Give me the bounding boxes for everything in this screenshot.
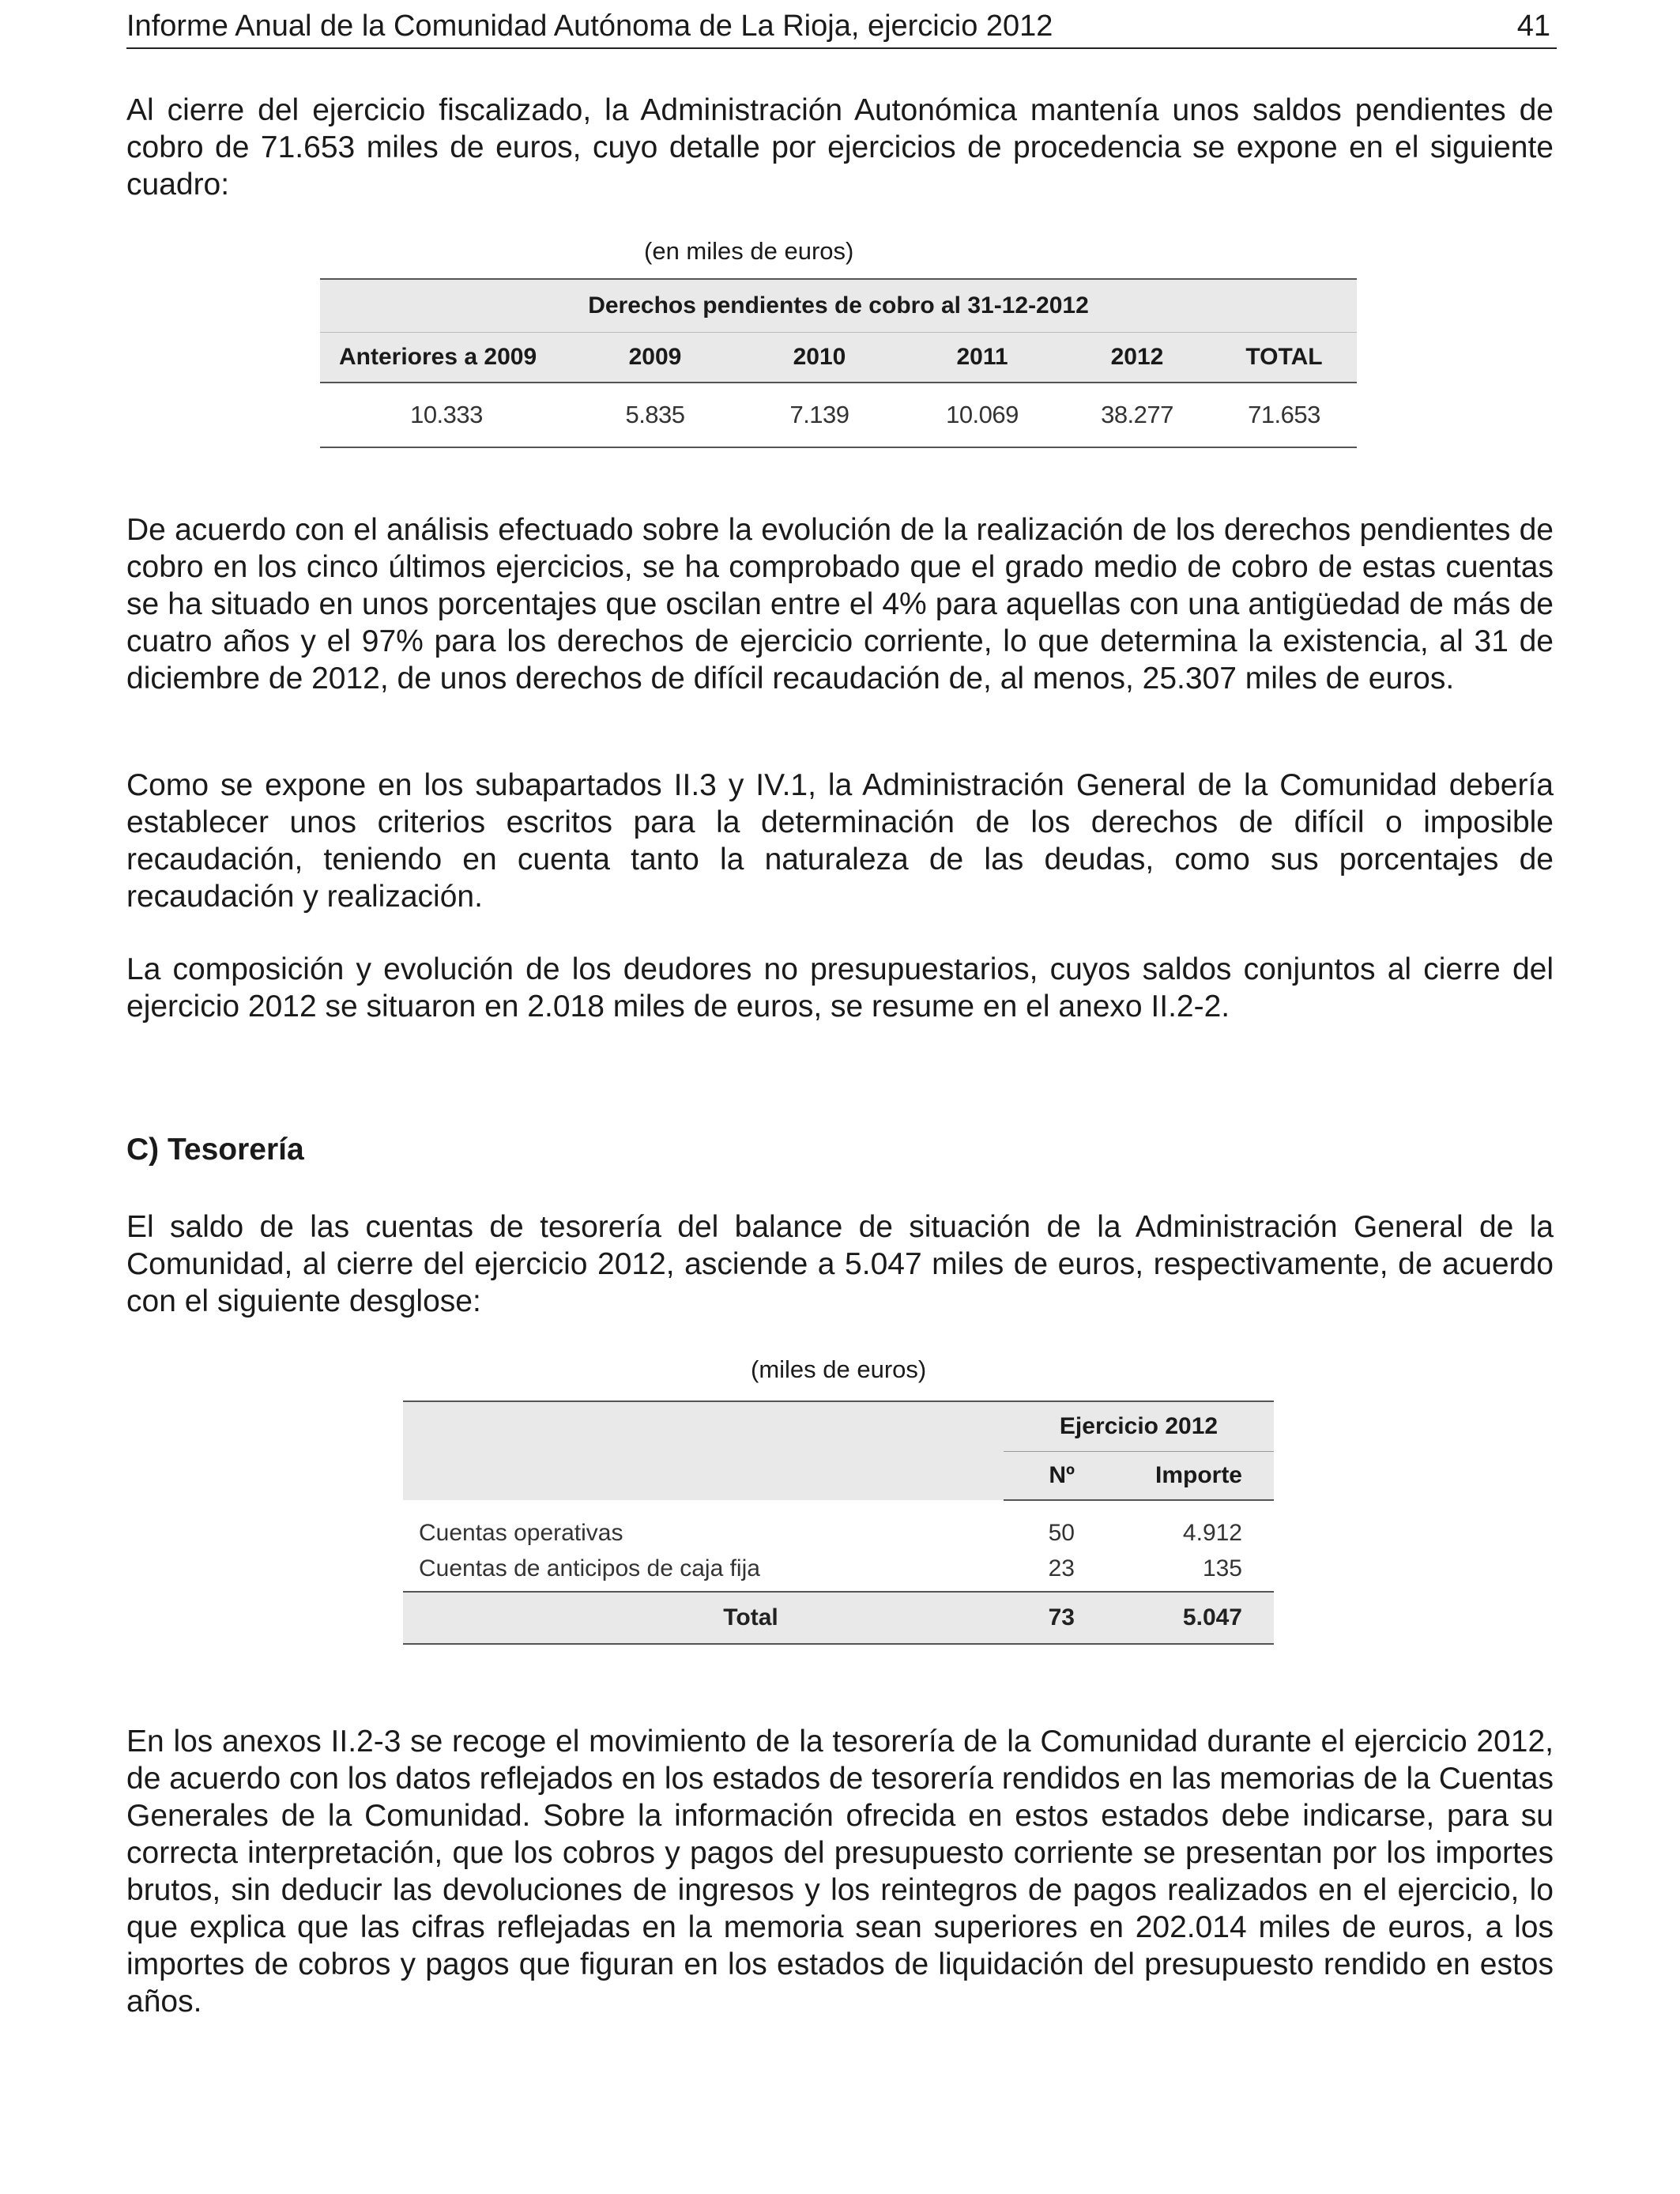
row-n: 50 bbox=[1048, 1520, 1075, 1546]
paragraph-tesoreria: El saldo de las cuentas de tesorería del balance de situación de la Administración General de la Comunidad, al cierre del ejercicio 2012, asciende a 5.047 miles de euros, respectivamente, de acuerdo con el siguiente desglose: bbox=[126, 1210, 1554, 1318]
section-heading-tesoreria: C) Tesorería bbox=[126, 1133, 304, 1167]
paragraph-analysis: De acuerdo con el análisis efectuado sobre la evolución de la realización de los derechos pendientes de cobro en los cinco últimos ejercicios, se ha comprobado que el grado medio de cobro de estas cuentas se ha situado en unos porcentajes que oscilan entre el 4% para aquellas con una antigüedad de más de cuatro años y el 97% para los derechos de ejercicio corriente, lo que determina la existencia, al 31 de diciembre de 2012, de unos derechos de difícil recaudación de, al menos, 25.307 miles de euros. bbox=[126, 513, 1554, 696]
table2-group-header-row bbox=[403, 1401, 1274, 1452]
col-header-2011: 2011 bbox=[902, 333, 1063, 383]
paragraph-deudores: La composición y evolución de los deudores no presupuestarios, cuyos saldos conjuntos al cierre del ejercicio 2012 se situaron en 2.018 miles de euros, se resume en el anexo II.2-2. bbox=[126, 952, 1554, 1023]
table1-group-header-row bbox=[320, 279, 1357, 333]
page-header bbox=[126, 6, 1557, 49]
col-header-importe: Importe bbox=[1130, 1452, 1274, 1501]
value-2010: 7.139 bbox=[737, 383, 902, 447]
col-header-anteriores: Anteriores a 2009 bbox=[320, 333, 573, 383]
table2-group-header: Ejercicio 2012 bbox=[1004, 1401, 1274, 1452]
table2-blank-header bbox=[403, 1401, 1004, 1500]
paragraph-criteria: Como se expone en los subapartados II.3 y IV.1, la Administración General de la Comunidad debería establecer unos criterios escritos para la determinación de los derechos de difícil o imposible recaudación, teniendo en cuenta tanto la naturaleza de las deudas, como sus porcentajes de recaudación y realización. bbox=[126, 768, 1554, 914]
derechos-pendientes-table bbox=[320, 278, 1357, 448]
table-row bbox=[403, 1500, 1274, 1547]
value-anteriores: 10.333 bbox=[320, 383, 573, 447]
row-label: Cuentas de anticipos de caja fija bbox=[419, 1555, 760, 1581]
table-row bbox=[320, 383, 1357, 447]
value-2009: 5.835 bbox=[573, 383, 737, 447]
paragraph-intro: Al cierre del ejercicio fiscalizado, la Administración Autonómica mantenía unos saldos pendientes de cobro de 71.653 miles de euros, cuyo detalle por ejercicios de procedencia se expone en el siguiente cuadro: bbox=[126, 93, 1554, 202]
table2-caption: (miles de euros) bbox=[751, 1355, 927, 1383]
total-importe: 5.047 bbox=[1130, 1592, 1274, 1644]
row-importe: 4.912 bbox=[1182, 1520, 1242, 1546]
table1-caption: (en miles de euros) bbox=[644, 237, 854, 265]
report-title: Informe Anual de la Comunidad Autónoma de La Rioja, ejercicio 2012 bbox=[126, 9, 1053, 43]
paragraph-anexos: En los anexos II.2-3 se recoge el movimiento de la tesorería de la Comunidad durante el ejercicio 2012, de acuerdo con los datos reflejados en los estados de tesorería rendidos en las memorias de la Cuentas Generales de la Comunidad. Sobre la información ofrecida en estos estados debe indicarse, para su correcta interpretación, que los cobros y pagos del presupuesto corriente se presentan por los importes brutos, sin deducir las devoluciones de ingresos y los reintegros de pagos realizados en el ejercicio, lo que explica que las cifras reflejadas en la memoria sean superiores en 202.014 miles de euros, a los importes de cobros y pagos que figuran en los estados de liquidación del presupuesto rendido en estos años. bbox=[126, 1725, 1554, 2019]
col-header-2012: 2012 bbox=[1063, 333, 1211, 383]
row-label: Cuentas operativas bbox=[419, 1519, 623, 1546]
table-row bbox=[403, 1547, 1274, 1592]
value-2012: 38.277 bbox=[1063, 383, 1211, 447]
table1-group-header: Derechos pendientes de cobro al 31-12-2012 bbox=[320, 279, 1357, 333]
value-2011: 10.069 bbox=[902, 383, 1063, 447]
tesoreria-table bbox=[403, 1400, 1274, 1645]
col-header-2009: 2009 bbox=[573, 333, 737, 383]
row-importe: 135 bbox=[1202, 1555, 1242, 1581]
total-label: Total bbox=[403, 1592, 1004, 1644]
col-header-n: Nº bbox=[1004, 1452, 1130, 1501]
table2-total-row bbox=[403, 1592, 1274, 1644]
row-n: 23 bbox=[1048, 1555, 1075, 1581]
col-header-total: TOTAL bbox=[1211, 333, 1357, 383]
col-header-2010: 2010 bbox=[737, 333, 902, 383]
value-total: 71.653 bbox=[1211, 383, 1357, 447]
page-number: 41 bbox=[1516, 9, 1550, 43]
total-n: 73 bbox=[1004, 1592, 1130, 1644]
table1-column-header-row bbox=[320, 333, 1357, 383]
